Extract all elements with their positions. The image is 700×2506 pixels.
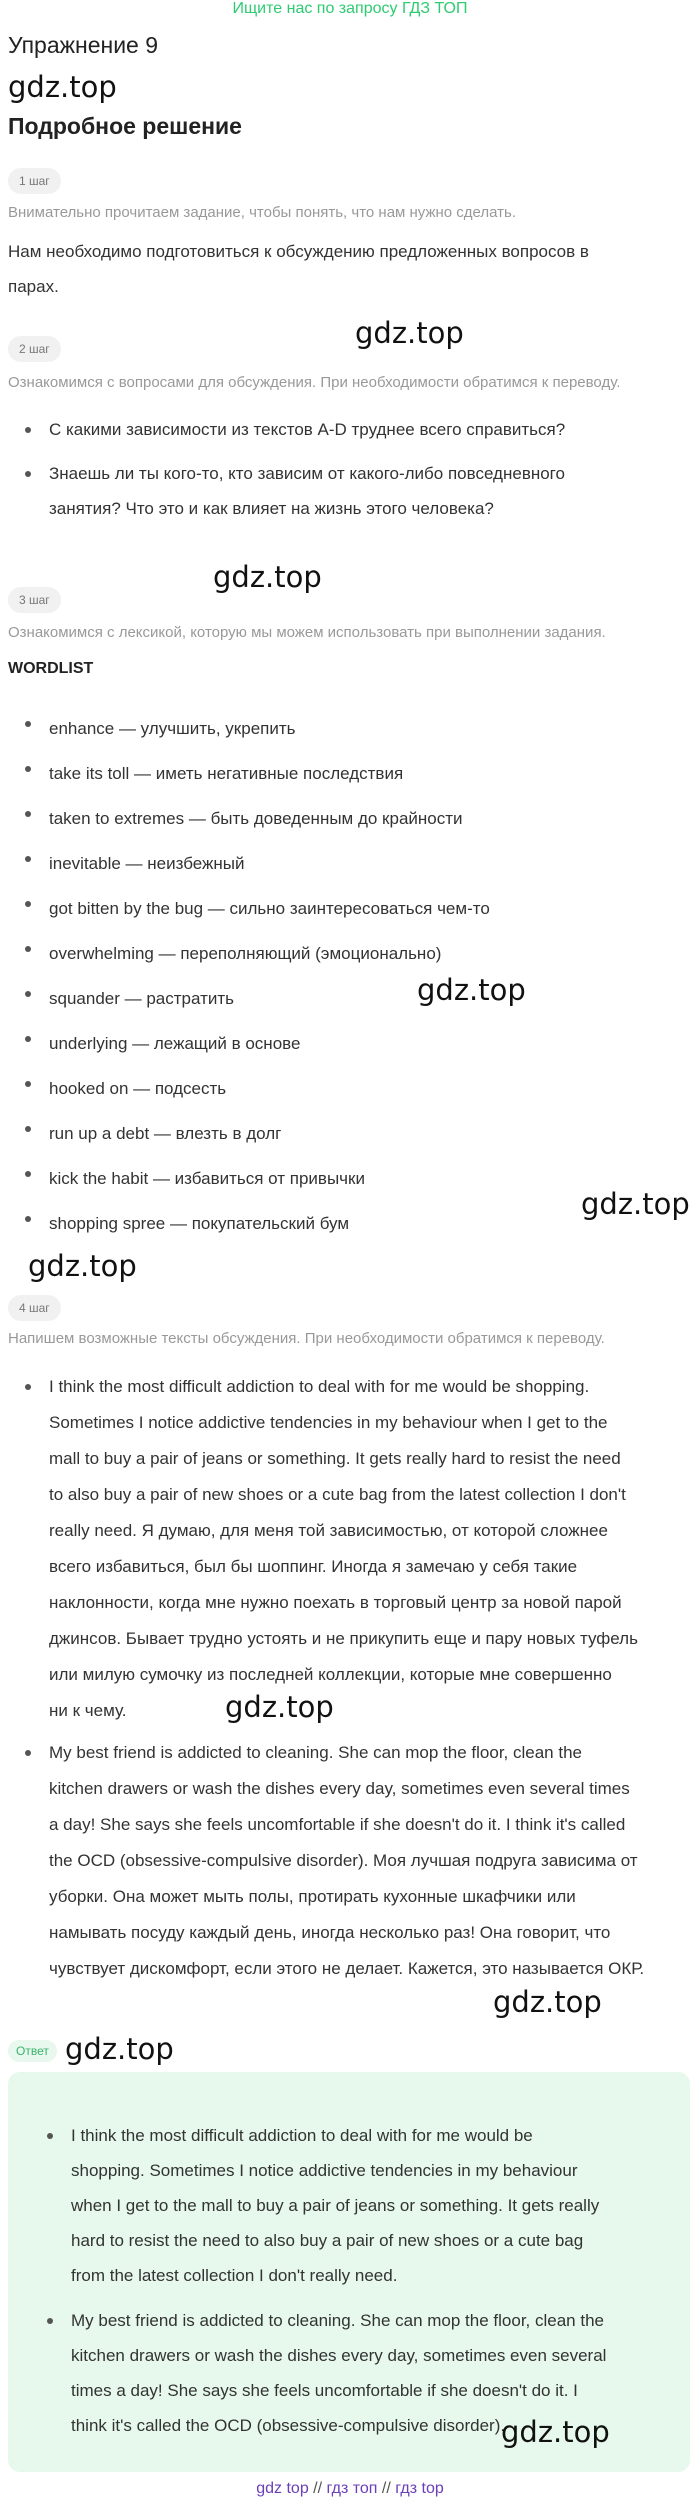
word-item: underlying — лежащий в основе	[18, 1021, 490, 1066]
watermark: gdz.top	[493, 1985, 602, 2019]
word-item: run up a debt — влезть в долг	[18, 1111, 490, 1156]
word-item: squander — растратить	[18, 976, 490, 1021]
word-item: got bitten by the bug — сильно заинтересоваться чем-то	[18, 886, 490, 931]
word-item: taken to extremes — быть доведенным до крайности	[18, 796, 490, 841]
solution-title: Подробное решение	[8, 113, 242, 139]
footer-link[interactable]: гдз топ	[326, 2480, 378, 2497]
footer-links	[0, 2480, 700, 2498]
word-item: take its toll — иметь негативные последствия	[18, 751, 490, 796]
step-1-note: Внимательно прочитаем задание, чтобы понять, что нам нужно сделать.	[8, 204, 517, 221]
watermark: gdz.top	[65, 2032, 174, 2066]
step-3-badge: 3 шаг	[8, 587, 61, 613]
search-promo-link[interactable]: Ищите нас по запросу ГДЗ ТОП	[232, 0, 468, 17]
watermark: gdz.top	[28, 1249, 137, 1283]
question-item: Знаешь ли ты кого-то, кто зависим от какого-либо повседневного занятия? Что это и как влияет на жизнь этого человека?	[18, 456, 565, 526]
watermark: gdz.top	[8, 70, 117, 104]
answer-list	[40, 2118, 606, 2443]
word-item: hooked on — подсесть	[18, 1066, 490, 1111]
wordlist-heading: WORDLIST	[8, 660, 94, 677]
answer-badge: Ответ	[8, 2040, 57, 2062]
watermark: gdz.top	[213, 560, 322, 594]
step-2-note: Ознакомимся с вопросами для обсуждения. При необходимости обратимся к переводу.	[8, 374, 621, 391]
step-4-badge: 4 шаг	[8, 1295, 61, 1321]
watermark: gdz.top	[225, 1690, 334, 1724]
page-title: Упражнение 9	[8, 32, 159, 58]
answer-item: I think the most difficult addiction to deal with for me would be shopping. Sometimes I notice addictive tendencies in my behaviour when I get to the mall to buy a pair of jeans or something. It gets really hard to resist the need to also buy a pair of new shoes or a cute bag from the latest collection I don't really need.	[40, 2118, 606, 2293]
word-item: overwhelming — переполняющий (эмоционально)	[18, 931, 490, 976]
discussion-text: My best friend is addicted to cleaning. She can mop the floor, clean the kitchen drawers or wash the dishes every day, sometimes even several times a day! She says she feels uncomfortable if she doesn't do it. I think it's called the OCD (obsessive-compulsive disorder). Моя лучшая подруга зависима от уборки. Она может мыть полы, протирать кухонные шкафчики или намывать посуду каждый день, иногда несколько раз! Она говорит, что чувствует дискомфорт, если этого не делает. Кажется, это называется ОКР.	[18, 1735, 644, 1987]
answer-box	[8, 2072, 690, 2472]
watermark: gdz.top	[417, 973, 526, 1007]
word-item: enhance — улучшить, укрепить	[18, 706, 490, 751]
step-2-question-list	[18, 412, 565, 526]
step-1-badge: 1 шаг	[8, 168, 61, 194]
step-2-badge: 2 шаг	[8, 336, 61, 362]
word-item: inevitable — неизбежный	[18, 841, 490, 886]
step-3-note: Ознакомимся с лексикой, которую мы можем использовать при выполнении задания.	[8, 624, 606, 641]
step-1-text: Нам необходимо подготовиться к обсуждению предложенных вопросов в парах.	[8, 242, 589, 296]
footer-separator: //	[313, 2480, 323, 2497]
step-4-texts	[18, 1369, 644, 1987]
watermark: gdz.top	[355, 316, 464, 350]
word-item: shopping spree — покупательский бум	[18, 1201, 490, 1246]
step-4-note: Напишем возможные тексты обсуждения. При необходимости обратимся к переводу.	[8, 1330, 605, 1347]
watermark: gdz.top	[501, 2415, 610, 2449]
discussion-text: I think the most difficult addiction to deal with for me would be shopping. Sometimes I notice addictive tendencies in my behaviour when I get to the mall to buy a pair of jeans or something. It gets really hard to resist the need to also buy a pair of new shoes or a cute bag from the latest collection I don't really need. Я думаю, для меня той зависимостью, от которой сложнее всего избавиться, был бы шоппинг. Иногда я замечаю у себя такие наклонности, когда мне нужно поехать в торговый центр за новой парой джинсов. Бывает трудно устоять и не прикупить еще и пару новых туфель или милую сумочку из последней коллекции, которые мне совершенно ни к чему.	[18, 1369, 644, 1729]
watermark: gdz.top	[581, 1187, 690, 1221]
footer-link[interactable]: gdz top	[256, 2480, 309, 2497]
word-item: kick the habit — избавиться от привычки	[18, 1156, 490, 1201]
question-item: С какими зависимости из текстов A-D труднее всего справиться?	[18, 412, 565, 447]
footer-separator: //	[381, 2480, 391, 2497]
answer-item: My best friend is addicted to cleaning. She can mop the floor, clean the kitchen drawers or wash the dishes every day, sometimes even several times a day! She says she feels uncomfortable if she doesn't do it. I think it's called the OCD (obsessive-compulsive disorder).	[40, 2303, 606, 2443]
footer-link[interactable]: гдз top	[395, 2480, 444, 2497]
